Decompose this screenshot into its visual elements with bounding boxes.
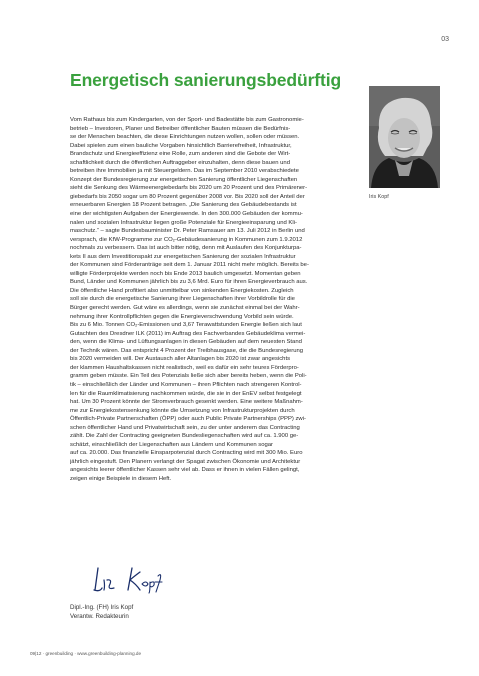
body-line: gramm geben müsste. Ein Teil des Potenzials ließe sich aber bereits heben, wenn die Poli- xyxy=(70,373,307,380)
body-line: len für die Raumklimatisierung nachkommen würde, die sie in der EnEV selbst festgelegt xyxy=(70,390,302,397)
body-line: der Technik wären. Das entspricht 4 Prozent der Treibhausgase, die die Bundesregierung xyxy=(70,347,304,354)
body-line: me zur Energiekostensenkung könnte die Umsetzung von Infrastrukturprojekten durch xyxy=(70,407,295,414)
body-line: kets II aus dem Investitionspakt zur energetischen Sanierung der sozialen Infrastruktur xyxy=(70,253,296,260)
body-line: Dabei spielen zum einen bauliche Vorgaben hinsichtlich Barrierefreiheit, Infrastruktur, xyxy=(70,142,292,149)
portrait-caption: Iris Kopf xyxy=(369,194,389,200)
body-line: Brandschutz und Energieeffizienz eine Rolle, zum anderen sind die Gebote der Wirt- xyxy=(70,151,291,158)
body-line: nehmung ihrer Kontrollpflichten gegen die Energieverschwendung Vorbild sein würde. xyxy=(70,313,294,320)
body-line: Bund, Länder und Kommunen jährlich bis zu 3,6 Mrd. Euro für ihren Energieverbrauch aus. xyxy=(70,279,308,286)
article-title: Energetisch sanierungsbedürftig xyxy=(70,70,342,90)
body-line: nalen und sozialen Infrastruktur liegen große Potenziale für Energieeinsparung und Kli- xyxy=(70,219,297,226)
body-line: schaftlichkeit durch die öffentlichen Auftraggeber einzuhalten, denn diese bauen und xyxy=(70,159,290,166)
body-line: Vom Rathaus bis zum Kindergarten, von der Sport- und Badestätte bis zum Gastronomie- xyxy=(70,117,304,123)
body-line: Öffentlich-Private Partnerschaften (ÖPP) oder auch Public Private Partnerships (PPP) zwi- xyxy=(70,416,306,423)
body-line: nochmals zu verbessern. Das ist auch bitter nötig, denn mit Auslaufen des Konjunkturpa- xyxy=(70,245,302,252)
body-line: soll sie durch die energetische Sanierung ihrer Liegenschaften ihrer Vorbildrolle für die xyxy=(70,296,295,303)
body-line: tik – einschließlich der Länder und Kommunen – ihren Pflichten nach strengeren Kontrol- xyxy=(70,381,302,388)
body-line: maschutz.“ – sagte Bundesbauminister Dr. Peter Ramsauer am 13. Juli 2012 in Berlin und xyxy=(70,228,305,235)
body-line: der Kommunen sind Förderanträge seit dem 1. Januar 2011 nicht mehr möglich. Bereits be- xyxy=(70,262,309,269)
body-line: bis 2020 vermeiden will. Der Austausch aller Altanlagen bis 2020 ist zwar angesichts xyxy=(70,356,291,363)
body-line: der klammen Haushaltskassen nicht realistisch, weil es dafür ein sehr teures Förderpro- xyxy=(70,364,299,371)
body-line: Konzept der Bundesregierung zur energetischen Sanierung öffentlicher Liegenschaften xyxy=(70,176,298,183)
body-line: willigte Förderprojekte werden noch bis Ende 2013 baulich umgesetzt. Momentan geben xyxy=(70,270,301,277)
author-signature xyxy=(92,562,172,594)
body-line: hat. Um 30 Prozent könnte der Stromverbrauch gesenkt werden. Eine weitere Maßnahm- xyxy=(70,399,303,406)
body-line: auf ca. 20.000. Das finanzielle Einsparpotenzial durch Contracting wird mit 300 Mio. Euro xyxy=(70,450,303,457)
author-portrait xyxy=(369,86,440,188)
body-line: eine der wichtigsten Aufgaben der Energiewende. In den 300.000 Gebäuden der kommu- xyxy=(70,211,303,218)
body-line: sieht die Senkung des Wärmeenergiebedarfs bis 2020 um 20 Prozent und des Primärener- xyxy=(70,185,308,192)
body-line: betrieb – Investoren, Planer und Betreiber öffentlicher Bauten müssen die Bedürfnis- xyxy=(70,125,291,132)
body-line: versprach, die KfW-Programme zur CO₂-Gebäudesanierung in Kommunen zum 1.9.2012 xyxy=(70,236,303,243)
body-line: zählt. Die Zahl der Contracting geeigneten Bundesliegenschaften wird auf ca. 1.900 ge- xyxy=(70,433,299,440)
body-line: erneuerbaren Energien 18 Prozent betragen. „Die Sanierung des Gebäudebestands ist xyxy=(70,202,297,209)
body-line: Bis zu 6 Mio. Tonnen CO₂-Emissionen und 3,67 Terawattstunden Energie ließen sich laut xyxy=(70,322,302,329)
body-line: zeigen einige Beispiele in diesem Heft. xyxy=(70,475,172,482)
article-body xyxy=(70,116,359,484)
body-line: schen öffentlicher Hand und Privatwirtschaft sein, zu der unter anderem das Contracting xyxy=(70,424,300,431)
body-line: angesichts leerer öffentlicher Kassen sehr viel ab. Dass er ihnen in vielen Fällen gelingt, xyxy=(70,467,300,474)
body-line: schätzt, einschließlich der Liegenschaften aus Ländern und Kommunen sogar xyxy=(70,441,274,448)
body-line: Gutachten des Dresdner ILK (2011) im Auftrag des Fachverbandes Gebäudeklima vermei- xyxy=(70,330,306,337)
body-line: Die öffentliche Hand profitiert also unmittelbar von sinkenden Energiekosten. Zugleich xyxy=(70,287,294,294)
body-line: Bürger gerecht werden. Gut wäre es allerdings, wenn sie zunächst einmal bei der Wahr- xyxy=(70,305,300,312)
body-line: jährlich eingestuft. Den Planern verlangt der Spagat zwischen Ökonomie und Architektur xyxy=(70,458,301,465)
page-number: 03 xyxy=(441,36,449,43)
author-name: Dipl.-Ing. (FH) Iris Kopf xyxy=(70,604,134,611)
body-line: den, wenn die Klima- und Lüftungsanlagen in diesen Gebäuden auf dem neuesten Stand xyxy=(70,339,302,346)
body-line: giebedarfs bis 2050 sogar um 80 Prozent gegenüber 2008 vor. Bis 2020 soll der Anteil der xyxy=(70,193,305,200)
author-block xyxy=(70,603,133,621)
author-role: Verantw. Redakteurin xyxy=(70,613,129,620)
body-line: betreiben ihre Immobilien ja mit Steuergeldern. Das im September 2010 verabschiedete xyxy=(70,168,299,175)
page-footer: 09|12 · greenbuilding · www.greenbuilding-planning.de xyxy=(30,651,142,656)
body-line: se der Menschen beachten, die diese Einrichtungen nutzen wollen, sollen oder müssen. xyxy=(70,134,300,141)
